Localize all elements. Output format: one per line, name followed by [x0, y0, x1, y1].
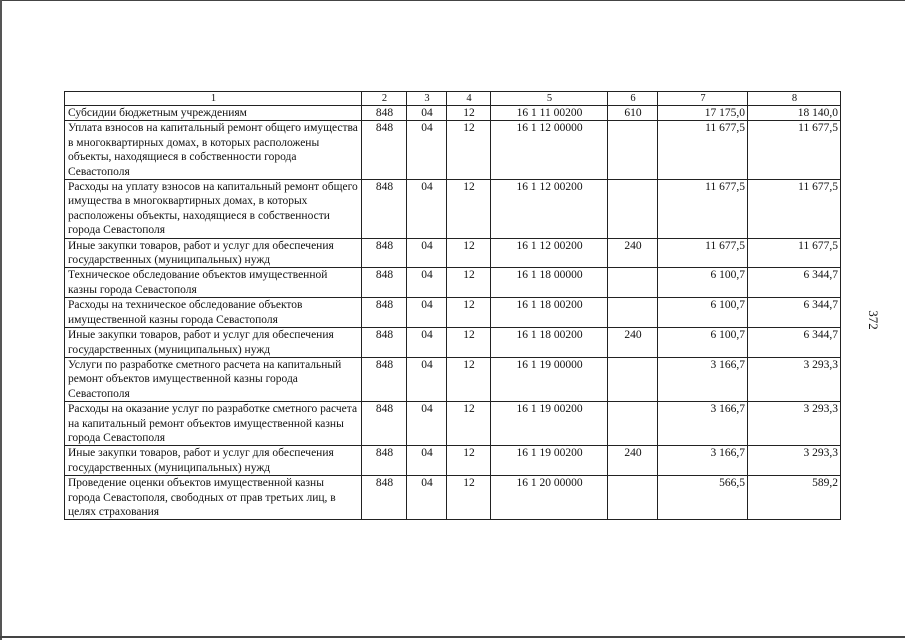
subsection-code-cell: 12	[447, 268, 491, 298]
target-article-cell: 16 1 19 00200	[491, 402, 608, 446]
amount-year1-cell: 17 175,0	[658, 106, 748, 121]
amount-year2-cell: 6 344,7	[748, 328, 841, 358]
subsection-code-cell: 12	[447, 121, 491, 180]
admin-code-cell: 848	[362, 402, 407, 446]
amount-year1-cell: 6 100,7	[658, 328, 748, 358]
amount-year1-cell: 6 100,7	[658, 268, 748, 298]
table-row	[65, 106, 841, 121]
scan-edge-top	[0, 0, 905, 1]
section-code-cell: 04	[407, 238, 447, 268]
item-name-cell: Проведение оценки объектов имущественной казны города Севастополя, свободных от прав третьих лиц, в целях страхования	[65, 476, 362, 520]
target-article-cell: 16 1 12 00200	[491, 180, 608, 239]
amount-year2-cell: 3 293,3	[748, 357, 841, 401]
target-article-cell: 16 1 12 00200	[491, 238, 608, 268]
subsection-code-cell: 12	[447, 298, 491, 328]
amount-year2-cell: 18 140,0	[748, 106, 841, 121]
table-header-row	[65, 92, 841, 106]
admin-code-cell: 848	[362, 357, 407, 401]
item-name-cell: Субсидии бюджетным учреждениям	[65, 106, 362, 121]
section-code-cell: 04	[407, 357, 447, 401]
expense-type-cell: 240	[608, 446, 658, 476]
target-article-cell: 16 1 20 00000	[491, 476, 608, 520]
expense-type-cell	[608, 402, 658, 446]
table-row	[65, 298, 841, 328]
table-row	[65, 121, 841, 180]
subsection-code-cell: 12	[447, 106, 491, 121]
table-body	[65, 92, 841, 520]
amount-year1-cell: 11 677,5	[658, 121, 748, 180]
amount-year1-cell: 566,5	[658, 476, 748, 520]
amount-year1-cell: 3 166,7	[658, 446, 748, 476]
amount-year1-cell: 11 677,5	[658, 238, 748, 268]
expense-type-cell	[608, 180, 658, 239]
expense-type-cell	[608, 121, 658, 180]
table-row	[65, 476, 841, 520]
amount-year2-cell: 11 677,5	[748, 121, 841, 180]
target-article-cell: 16 1 19 00000	[491, 357, 608, 401]
section-code-cell: 04	[407, 298, 447, 328]
subsection-code-cell: 12	[447, 357, 491, 401]
table-row	[65, 446, 841, 476]
expense-type-cell: 240	[608, 238, 658, 268]
amount-year2-cell: 6 344,7	[748, 268, 841, 298]
amount-year2-cell: 11 677,5	[748, 238, 841, 268]
scan-edge-bottom	[0, 636, 905, 638]
table-row	[65, 268, 841, 298]
target-article-cell: 16 1 18 00200	[491, 298, 608, 328]
amount-year2-cell: 11 677,5	[748, 180, 841, 239]
target-article-cell: 16 1 18 00200	[491, 328, 608, 358]
subsection-code-cell: 12	[447, 328, 491, 358]
admin-code-cell: 848	[362, 446, 407, 476]
item-name-cell: Иные закупки товаров, работ и услуг для обеспечения государственных (муниципальных) нужд	[65, 238, 362, 268]
section-code-cell: 04	[407, 476, 447, 520]
amount-year2-cell: 6 344,7	[748, 298, 841, 328]
admin-code-cell: 848	[362, 106, 407, 121]
section-code-cell: 04	[407, 402, 447, 446]
table-row	[65, 238, 841, 268]
admin-code-cell: 848	[362, 328, 407, 358]
page-number: 372	[866, 310, 881, 330]
section-code-cell: 04	[407, 121, 447, 180]
header-cell: 8	[748, 92, 841, 106]
section-code-cell: 04	[407, 446, 447, 476]
section-code-cell: 04	[407, 328, 447, 358]
item-name-cell: Расходы на уплату взносов на капитальный ремонт общего имущества в многоквартирных домах, в которых расположены объекты, находящиеся в собственности города Севастополя	[65, 180, 362, 239]
header-cell: 1	[65, 92, 362, 106]
target-article-cell: 16 1 18 00000	[491, 268, 608, 298]
item-name-cell: Уплата взносов на капитальный ремонт общего имущества в многоквартирных домах, в которых расположены объекты, находящиеся в собственности города Севастополя	[65, 121, 362, 180]
target-article-cell: 16 1 11 00200	[491, 106, 608, 121]
amount-year2-cell: 589,2	[748, 476, 841, 520]
expense-type-cell: 240	[608, 328, 658, 358]
item-name-cell: Иные закупки товаров, работ и услуг для обеспечения государственных (муниципальных) нужд	[65, 446, 362, 476]
subsection-code-cell: 12	[447, 238, 491, 268]
section-code-cell: 04	[407, 106, 447, 121]
scan-edge-left	[0, 0, 2, 640]
subsection-code-cell: 12	[447, 402, 491, 446]
expense-type-cell	[608, 268, 658, 298]
target-article-cell: 16 1 12 00000	[491, 121, 608, 180]
section-code-cell: 04	[407, 180, 447, 239]
amount-year1-cell: 11 677,5	[658, 180, 748, 239]
admin-code-cell: 848	[362, 268, 407, 298]
amount-year1-cell: 6 100,7	[658, 298, 748, 328]
amount-year2-cell: 3 293,3	[748, 446, 841, 476]
header-cell: 2	[362, 92, 407, 106]
header-cell: 5	[491, 92, 608, 106]
admin-code-cell: 848	[362, 180, 407, 239]
amount-year2-cell: 3 293,3	[748, 402, 841, 446]
expense-type-cell: 610	[608, 106, 658, 121]
table-row	[65, 357, 841, 401]
section-code-cell: 04	[407, 268, 447, 298]
expense-type-cell	[608, 298, 658, 328]
item-name-cell: Расходы на техническое обследование объектов имущественной казны города Севастополя	[65, 298, 362, 328]
admin-code-cell: 848	[362, 121, 407, 180]
table-row	[65, 402, 841, 446]
subsection-code-cell: 12	[447, 476, 491, 520]
expense-type-cell	[608, 357, 658, 401]
target-article-cell: 16 1 19 00200	[491, 446, 608, 476]
subsection-code-cell: 12	[447, 180, 491, 239]
item-name-cell: Техническое обследование объектов имущественной казны города Севастополя	[65, 268, 362, 298]
budget-table	[64, 91, 841, 520]
admin-code-cell: 848	[362, 298, 407, 328]
table-row	[65, 328, 841, 358]
item-name-cell: Расходы на оказание услуг по разработке сметного расчета на капитальный ремонт объектов имущественной казны города Севастополя	[65, 402, 362, 446]
header-cell: 6	[608, 92, 658, 106]
subsection-code-cell: 12	[447, 446, 491, 476]
item-name-cell: Услуги по разработке сметного расчета на капитальный ремонт объектов имущественной казны города Севастополя	[65, 357, 362, 401]
amount-year1-cell: 3 166,7	[658, 402, 748, 446]
item-name-cell: Иные закупки товаров, работ и услуг для обеспечения государственных (муниципальных) нужд	[65, 328, 362, 358]
admin-code-cell: 848	[362, 238, 407, 268]
header-cell: 3	[407, 92, 447, 106]
header-cell: 7	[658, 92, 748, 106]
admin-code-cell: 848	[362, 476, 407, 520]
expense-type-cell	[608, 476, 658, 520]
header-cell: 4	[447, 92, 491, 106]
amount-year1-cell: 3 166,7	[658, 357, 748, 401]
table-row	[65, 180, 841, 239]
